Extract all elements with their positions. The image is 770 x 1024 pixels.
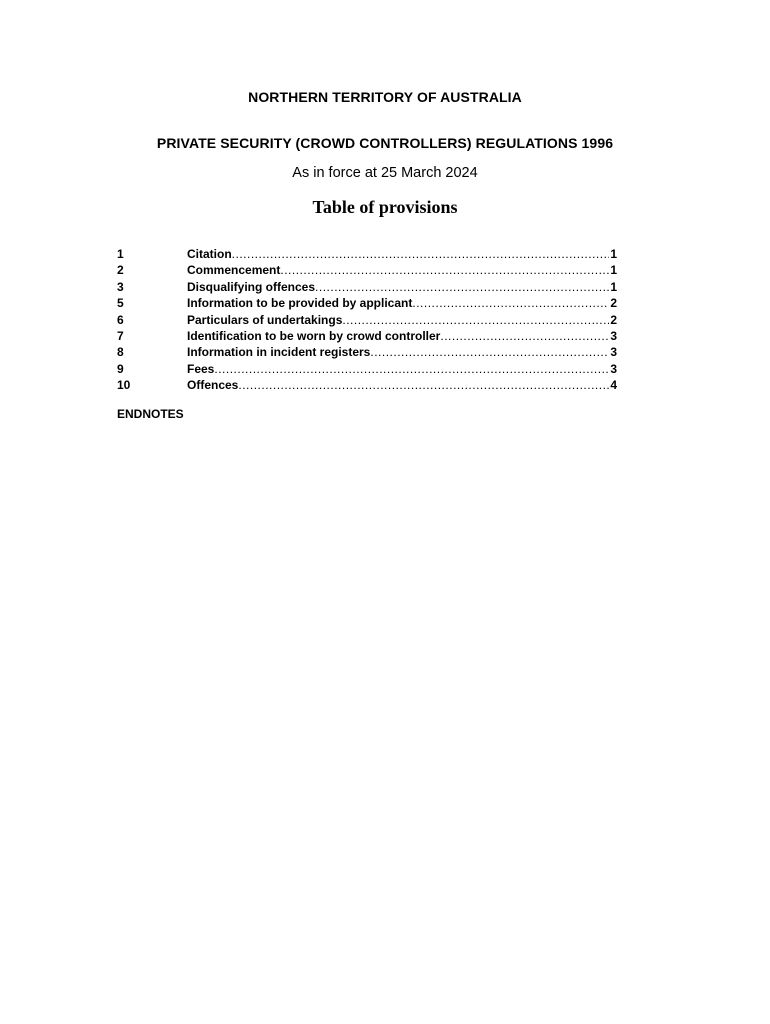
toc-entry-page: 1 [610, 263, 617, 278]
toc-entry-number: 1 [117, 247, 124, 261]
toc-dot-leader [440, 328, 609, 344]
toc-entry-1[interactable] [117, 246, 617, 262]
toc-entry-title: Fees [187, 361, 215, 376]
toc-entry-10[interactable] [117, 377, 617, 393]
toc-entry-8[interactable] [117, 344, 617, 360]
toc-dot-leader [280, 262, 609, 278]
toc-entry-page: 2 [610, 312, 617, 327]
toc-entry-page: 4 [610, 378, 617, 393]
toc-dot-leader [342, 312, 609, 328]
toc-entry-title: Disqualifying offences [187, 279, 316, 294]
toc-entry-number: 10 [117, 378, 131, 393]
toc-entry-title: Identification to be worn by crowd controller [187, 328, 441, 343]
toc-entry-7[interactable] [117, 328, 617, 344]
toc-dot-leader [214, 361, 609, 377]
regulation-title: PRIVATE SECURITY (CROWD CONTROLLERS) REGULATIONS 1996 [156, 135, 614, 151]
toc-dot-leader [315, 279, 609, 295]
toc-entry-5[interactable] [117, 295, 617, 311]
toc-entry-number: 7 [117, 328, 124, 343]
toc-entry-3[interactable] [117, 279, 617, 295]
toc-entry-number: 2 [117, 263, 124, 278]
toc-heading: Table of provisions [312, 197, 458, 217]
table-of-provisions [117, 246, 617, 394]
toc-entry-page: 1 [610, 279, 617, 294]
toc-entry-number: 5 [117, 296, 124, 311]
toc-entry-2[interactable] [117, 262, 617, 278]
toc-entry-page: 1 [610, 247, 617, 261]
toc-entry-title: Information to be provided by applicant [187, 296, 413, 311]
toc-entry-page: 3 [610, 361, 617, 376]
toc-entry-title: Citation [187, 247, 232, 261]
toc-entry-number: 6 [117, 312, 124, 327]
toc-entry-number: 8 [117, 345, 124, 360]
toc-dot-leader [232, 246, 610, 262]
endnotes-heading[interactable]: ENDNOTES [117, 407, 184, 421]
toc-entry-page: 3 [610, 345, 617, 360]
toc-entry-9[interactable] [117, 361, 617, 377]
toc-entry-title: Commencement [187, 263, 281, 278]
toc-dot-leader [238, 377, 609, 393]
jurisdiction-heading: NORTHERN TERRITORY OF AUSTRALIA [248, 89, 522, 105]
toc-dot-leader [370, 344, 609, 360]
toc-entry-title: Particulars of undertakings [187, 312, 343, 327]
toc-entry-number: 3 [117, 279, 124, 294]
toc-entry-6[interactable] [117, 312, 617, 328]
toc-entry-page: 2 [610, 296, 617, 311]
toc-entry-page: 3 [610, 328, 617, 343]
in-force-date: As in force at 25 March 2024 [292, 165, 478, 181]
toc-dot-leader [412, 295, 609, 311]
toc-entry-title: Offences [187, 378, 239, 393]
toc-entry-number: 9 [117, 361, 124, 376]
toc-entry-title: Information in incident registers [187, 345, 371, 360]
